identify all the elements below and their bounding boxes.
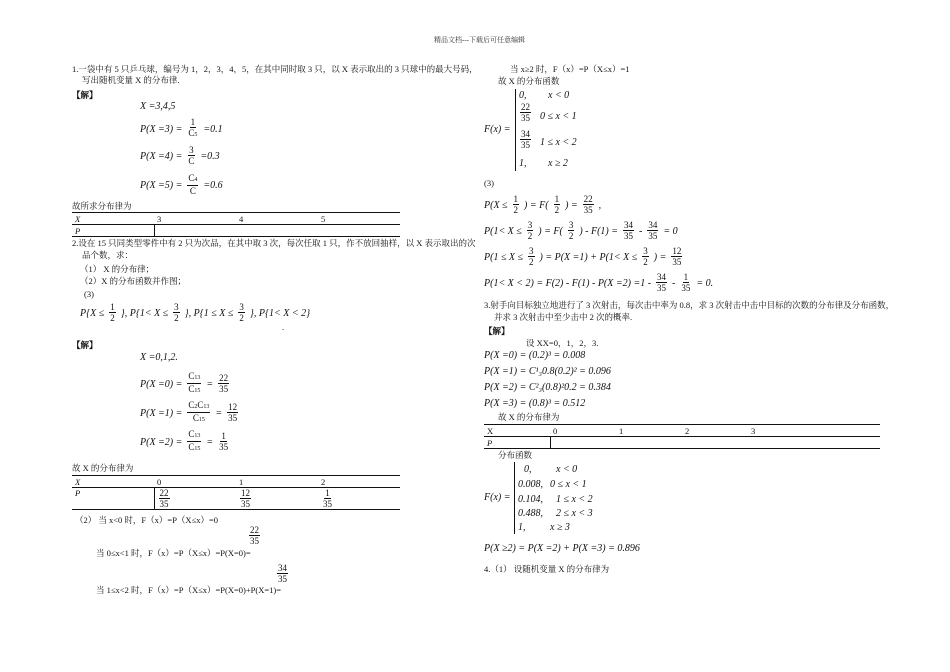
table-row: X 0 1 2 [72,476,400,488]
q2-p2-equation: P(X =2) = $\frac{C13}{C15}$ = $\frac{1}{35}$ [140,429,229,452]
q1-p4-equation: P(X =4) = $\frac{3}{C}$ =0.3 [140,145,220,166]
q3-cdf-case-value: 0.104, [518,494,543,505]
q3-cdf-case-value: 0.488, [518,508,543,519]
table-row: P [484,437,880,449]
q2-frac-34-35: $\frac{34}{35}$ [278,563,287,584]
q2-frac-22-35: $\frac{22}{35}$ [250,525,259,546]
q2-part3-line2: P(1< X ≤ $\frac{3}{2}$ ) = F( $\frac{3}{2}$ ) - F(1) = $\frac{34}{35}$ - $\frac{34}{35}$ = 0 [484,220,678,241]
q3-cdf-case-value: 0.008, [518,479,543,490]
q3-setup: 设 XX=0，1，2，3. [526,338,599,348]
q3-eq-0: P(X =0) = (0.2)³ = 0.008 [484,350,586,361]
q1-p5-equation: P(X =5) = $\frac{C4}{C}$ =0.6 [140,173,223,196]
q2-cdf-case1: （2） 当 x<0 时，F（x）=P（X≤x）=0 [75,515,219,525]
q2-solution-label: 【解】 [72,340,98,350]
q3-cdf-case-cond: x < 0 [556,464,578,475]
q1-text-line1: 1.一袋中有 5 只乒乓球，编号为 1，2，3，4，5，在其中同时取 3 只，以 X 表示取出的 3 只球中的最大号码， [72,64,478,74]
q3-eq-1: P(X =1) = C¹₃0.8(0.2)² = 0.096 [484,366,611,377]
q2-cdf-lhs: F(x) = [484,124,511,135]
q2-text-line2: 品个数，求： [82,250,134,260]
q2-cdf-case-value: $\frac{22}{35}$ [521,102,530,123]
q2-cdf-case-cond: x < 0 [548,90,570,101]
q1-solution-label: 【解】 [72,90,98,100]
q2-sub2: （2）X 的分布函数并作图； [80,276,187,286]
table-row: X 3 4 5 [72,213,400,225]
q3-cdf-case-value: 0, [524,464,532,475]
trailing-dot: . [282,322,285,332]
q1-p3-equation: P(X =3) = $\frac{1}{C5}$ =0.1 [140,117,223,138]
table-row: P [72,225,400,237]
q3-cdf-case-cond: 1 ≤ x < 2 [556,494,593,505]
q2-part3-line1: P(X ≤ $\frac{1}{2}$ ) = F( $\frac{1}{2}$ ) = $\frac{22}{35}$ , [484,194,602,215]
q3-eq-2: P(X =2) = C²₃(0.8)²0.2 = 0.384 [484,382,611,393]
table-row: X 0 1 2 3 [484,425,880,437]
q2-cdf-case3: 当 1≤x<2 时，F（x）=P（X≤x）=P(X=0)+P(X=1)= [96,585,282,595]
q3-text-line2: 并求 3 次射击中至少击中 2 次的概率. [494,312,633,322]
cdf-brace [514,462,515,534]
q3-eq-3: P(X =3) = (0.8)³ = 0.512 [484,398,586,409]
q2-sub3: (3) [84,289,94,299]
q2-cdf-case-cond: 1 ≤ x < 2 [540,137,577,148]
q2-part3-line3: P(1 ≤ X ≤ $\frac{3}{2}$ ) = P(X =1) + P(1< X ≤ $\frac{3}{2}$ ) = $\frac{12}{35}$ [484,246,682,267]
q3-cdf-case-cond: 0 ≤ x < 1 [550,479,587,490]
q2-cdf-case2: 当 0≤x<1 时，F（x）=P（X≤x）=P(X=0)= [96,548,251,558]
page-header: 精品文档---下载后可任意编辑 [434,36,525,44]
q2-cdf-case4: 当 x≥2 时，F（x）=P（X≤x）=1 [510,64,630,74]
cdf-brace [515,89,516,171]
q3-law-title: 故 X 的分布律为 [498,412,560,422]
q3-cdf-case-value: 1, [518,522,526,533]
q2-x-values: X =0,1,2. [140,352,178,363]
q2-sub1: （1） X 的分布律； [80,264,155,274]
q2-part3-label: (3) [484,178,494,188]
q2-cdf-case-cond: 0 ≤ x < 1 [540,111,577,122]
q3-solution-label: 【解】 [484,326,510,336]
q3-distribution-table [484,424,880,449]
q2-cdf-case-value: 1, [519,158,527,169]
q3-cdf-lhs: F(x) = [484,492,511,503]
q1-x-values: X =3,4,5 [140,101,176,112]
q1-law-title: 故所求分布律为 [72,201,132,211]
q2-part3-expression: P{X ≤ $\frac{1}{2}$ }, P{1< X ≤ $\frac{3}{2}$ }, P{1 ≤ X ≤ $\frac{3}{2}$ }, P{1< X < 2} [80,302,311,323]
q3-cdf-title: 分布函数 [498,450,533,460]
q2-cdf-case-value: $\frac{34}{35}$ [521,129,530,150]
q1-text-line2: 写出随机变量 X 的分布律. [82,75,180,85]
q3-cdf-case-cond: x ≥ 3 [550,522,570,533]
q2-law-title: 故 X 的分布律为 [72,463,134,473]
q2-part3-line4: P(1< X < 2) = F(2) - F(1) - P(X =2) =1 - $\frac{34}{35}$ - $\frac{1}{35}$ = 0. [484,272,714,293]
q3-final-answer: P(X ≥2) = P(X =2) + P(X =3) = 0.896 [484,543,640,554]
table-row: P $\frac{22}{35}$ $\frac{12}{35}$ $\frac{1}{35}$ [72,488,400,510]
q2-cdf-title: 故 X 的分布函数 [498,76,560,86]
q2-cdf-case-value: 0, [519,90,527,101]
q3-cdf-case-cond: 2 ≤ x < 3 [556,508,593,519]
q2-p1-equation: P(X =1) = $\frac{C2C13}{C15}$ = $\frac{12}{35}$ [140,400,238,423]
q3-text-line1: 3.射手向目标独立地进行了 3 次射击，每次击中率为 0.8，求 3 次射击中击中目标的次数的分布律及分布函数， [484,300,895,310]
q2-text-line1: 2.设在 15 只同类型零件中有 2 只为次品，在其中取 3 次，每次任取 1 只，作不放回抽样，以 X 表示取出的次 [72,238,476,248]
q2-distribution-table [72,475,400,510]
q2-cdf-case-cond: x ≥ 2 [548,158,568,169]
q1-distribution-table [72,212,400,237]
q4-text-line1: 4.（1） 设随机变量 X 的分布律为 [484,564,610,574]
q2-p0-equation: P(X =0) = $\frac{C13}{C15}$ = $\frac{22}{35}$ [140,371,229,394]
